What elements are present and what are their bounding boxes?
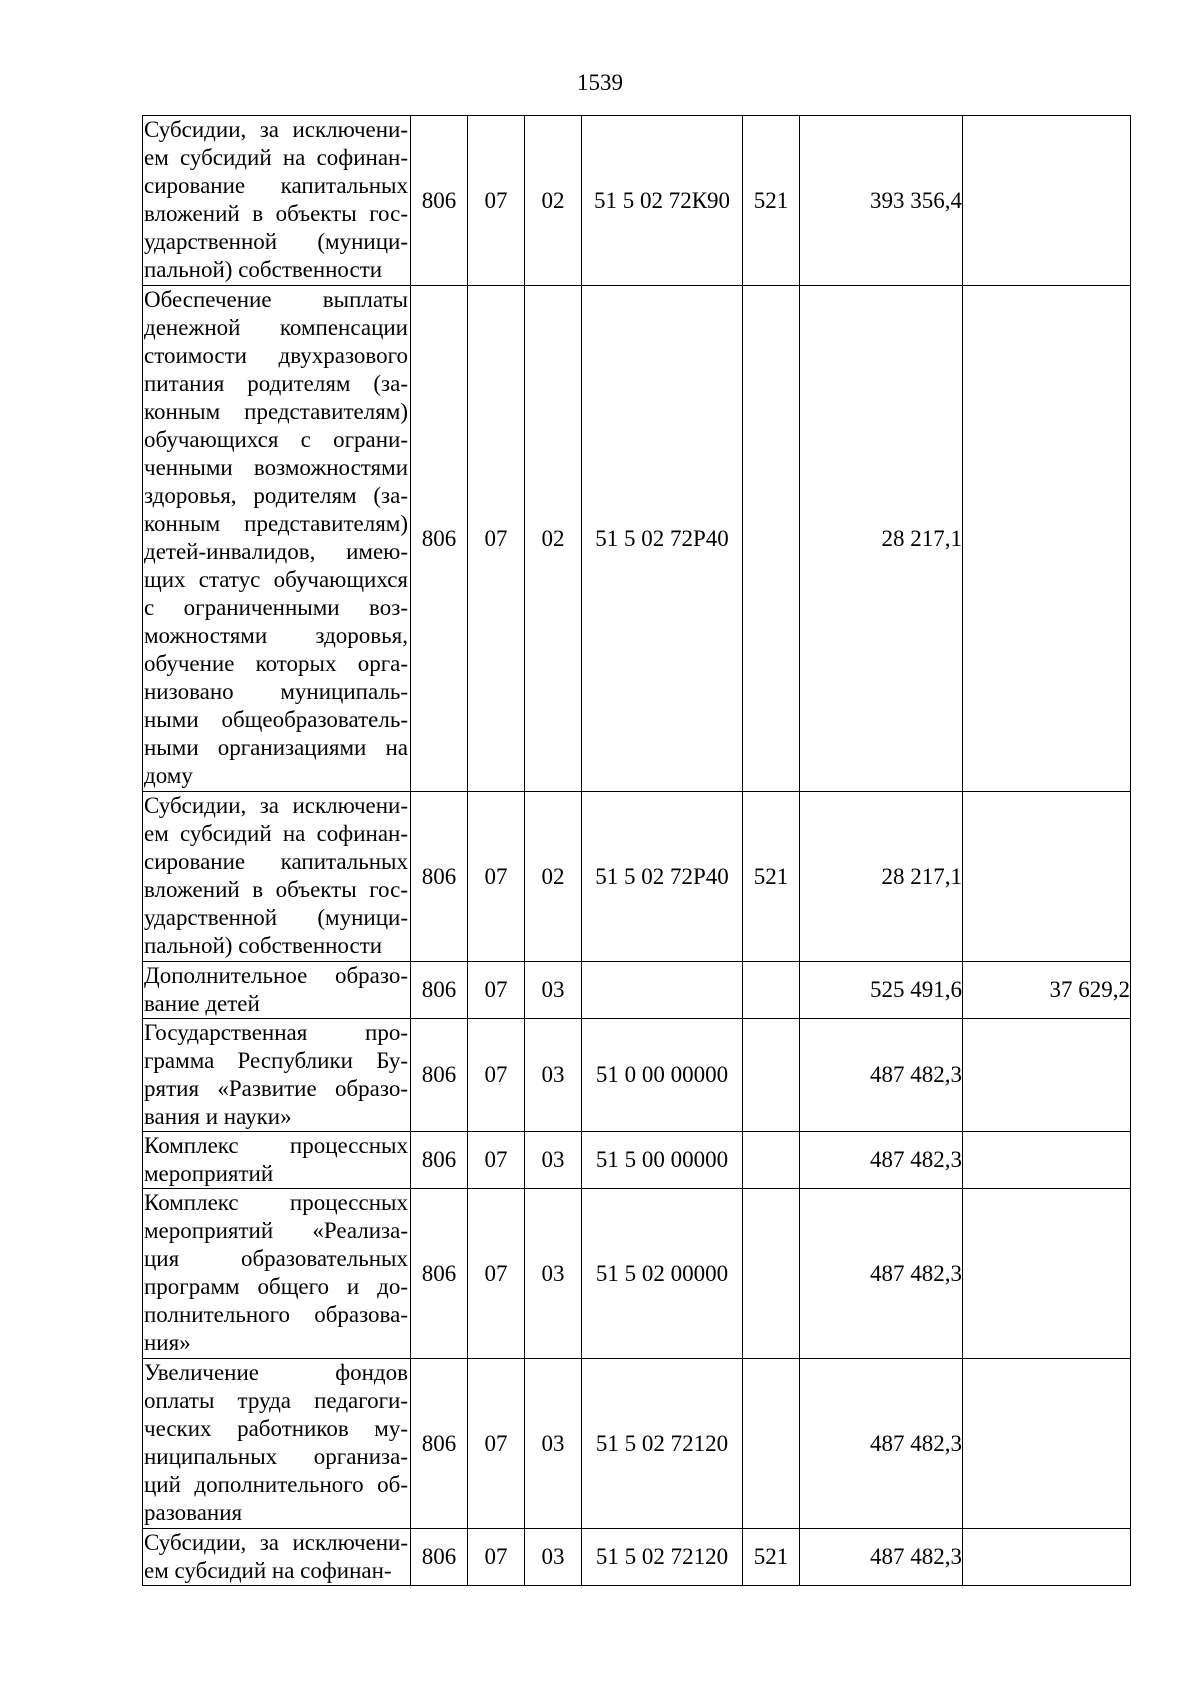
rz-cell: 07 xyxy=(468,1359,525,1529)
rz-cell: 07 xyxy=(468,1189,525,1359)
vr-cell xyxy=(743,1359,800,1529)
row-name: Дополнительное образо-вание детей xyxy=(143,962,411,1019)
budget-table xyxy=(142,115,1131,1586)
sum2-cell xyxy=(963,1359,1131,1529)
vr-cell: 521 xyxy=(743,1529,800,1586)
vr-cell xyxy=(743,962,800,1019)
rz-cell: 07 xyxy=(468,116,525,286)
rz-cell: 07 xyxy=(468,286,525,792)
csr-cell: 51 5 02 00000 xyxy=(582,1189,743,1359)
ved-cell: 806 xyxy=(411,792,468,962)
sum-cell: 487 482,3 xyxy=(800,1359,963,1529)
table-row xyxy=(143,1132,1131,1189)
row-name: Субсидии, за исключени-ем субсидий на софинан-сирование капитальных вложений в объекты гос-ударственной (муници-пальной) собственности xyxy=(143,116,411,286)
pr-cell: 03 xyxy=(525,1019,582,1132)
vr-cell xyxy=(743,1132,800,1189)
sum-cell: 487 482,3 xyxy=(800,1019,963,1132)
rz-cell: 07 xyxy=(468,1132,525,1189)
ved-cell: 806 xyxy=(411,1019,468,1132)
sum-cell: 393 356,4 xyxy=(800,116,963,286)
sum2-cell xyxy=(963,1189,1131,1359)
csr-cell: 51 5 02 72120 xyxy=(582,1359,743,1529)
sum2-cell: 37 629,2 xyxy=(963,962,1131,1019)
ved-cell: 806 xyxy=(411,962,468,1019)
pr-cell: 03 xyxy=(525,1132,582,1189)
vr-cell: 521 xyxy=(743,116,800,286)
csr-cell: 51 0 00 00000 xyxy=(582,1019,743,1132)
sum-cell: 525 491,6 xyxy=(800,962,963,1019)
ved-cell: 806 xyxy=(411,1189,468,1359)
row-name: Субсидии, за исключени-ем субсидий на софинан- xyxy=(143,1529,411,1586)
table-row xyxy=(143,286,1131,792)
pr-cell: 02 xyxy=(525,792,582,962)
csr-cell: 51 5 02 72Р40 xyxy=(582,286,743,792)
table-row xyxy=(143,116,1131,286)
ved-cell: 806 xyxy=(411,116,468,286)
pr-cell: 02 xyxy=(525,116,582,286)
sum-cell: 487 482,3 xyxy=(800,1189,963,1359)
sum-cell: 28 217,1 xyxy=(800,792,963,962)
csr-cell: 51 5 02 72120 xyxy=(582,1529,743,1586)
page-number: 1539 xyxy=(577,70,623,95)
csr-cell: 51 5 02 72К90 xyxy=(582,116,743,286)
ved-cell: 806 xyxy=(411,1529,468,1586)
table-row xyxy=(143,1529,1131,1586)
table-row xyxy=(143,1019,1131,1132)
vr-cell xyxy=(743,1019,800,1132)
row-name: Комплекс процессных мероприятий «Реализа-ция образовательных программ общего и до-полнительного образова-ния» xyxy=(143,1189,411,1359)
sum2-cell xyxy=(963,286,1131,792)
row-name: Субсидии, за исключени-ем субсидий на софинан-сирование капитальных вложений в объекты гос-ударственной (муници-пальной) собственности xyxy=(143,792,411,962)
vr-cell xyxy=(743,1189,800,1359)
csr-cell xyxy=(582,962,743,1019)
ved-cell: 806 xyxy=(411,286,468,792)
pr-cell: 03 xyxy=(525,1359,582,1529)
rz-cell: 07 xyxy=(468,792,525,962)
table-row xyxy=(143,1189,1131,1359)
sum2-cell xyxy=(963,1132,1131,1189)
sum2-cell xyxy=(963,1529,1131,1586)
rz-cell: 07 xyxy=(468,962,525,1019)
pr-cell: 03 xyxy=(525,1189,582,1359)
sum2-cell xyxy=(963,116,1131,286)
table-row xyxy=(143,962,1131,1019)
row-name: Увеличение фондов оплаты труда педагоги-ческих работников му-ниципальных организа-ций дополнительного об-разования xyxy=(143,1359,411,1529)
ved-cell: 806 xyxy=(411,1359,468,1529)
csr-cell: 51 5 00 00000 xyxy=(582,1132,743,1189)
csr-cell: 51 5 02 72Р40 xyxy=(582,792,743,962)
sum2-cell xyxy=(963,792,1131,962)
table-row xyxy=(143,1359,1131,1529)
row-name: Обеспечение выплаты денежной компенсации стоимости двухразового питания родителям (за-конным представителям) обучающихся с ограни-ченными возможностями здоровья, родителям (за-конным представителям) детей-инвалидов, имею-щих статус обучающихся с ограниченными воз-можностями здоровья, обучение которых орга-низовано муниципаль-ными общеобразователь-ными организациями на дому xyxy=(143,286,411,792)
pr-cell: 03 xyxy=(525,962,582,1019)
pr-cell: 02 xyxy=(525,286,582,792)
ved-cell: 806 xyxy=(411,1132,468,1189)
sum-cell: 487 482,3 xyxy=(800,1529,963,1586)
rz-cell: 07 xyxy=(468,1019,525,1132)
rz-cell: 07 xyxy=(468,1529,525,1586)
sum-cell: 28 217,1 xyxy=(800,286,963,792)
row-name: Государственная про-грамма Республики Бу-рятия «Развитие образо-вания и науки» xyxy=(143,1019,411,1132)
pr-cell: 03 xyxy=(525,1529,582,1586)
vr-cell: 521 xyxy=(743,792,800,962)
vr-cell xyxy=(743,286,800,792)
sum-cell: 487 482,3 xyxy=(800,1132,963,1189)
table-row xyxy=(143,792,1131,962)
row-name: Комплекс процессных мероприятий xyxy=(143,1132,411,1189)
sum2-cell xyxy=(963,1019,1131,1132)
